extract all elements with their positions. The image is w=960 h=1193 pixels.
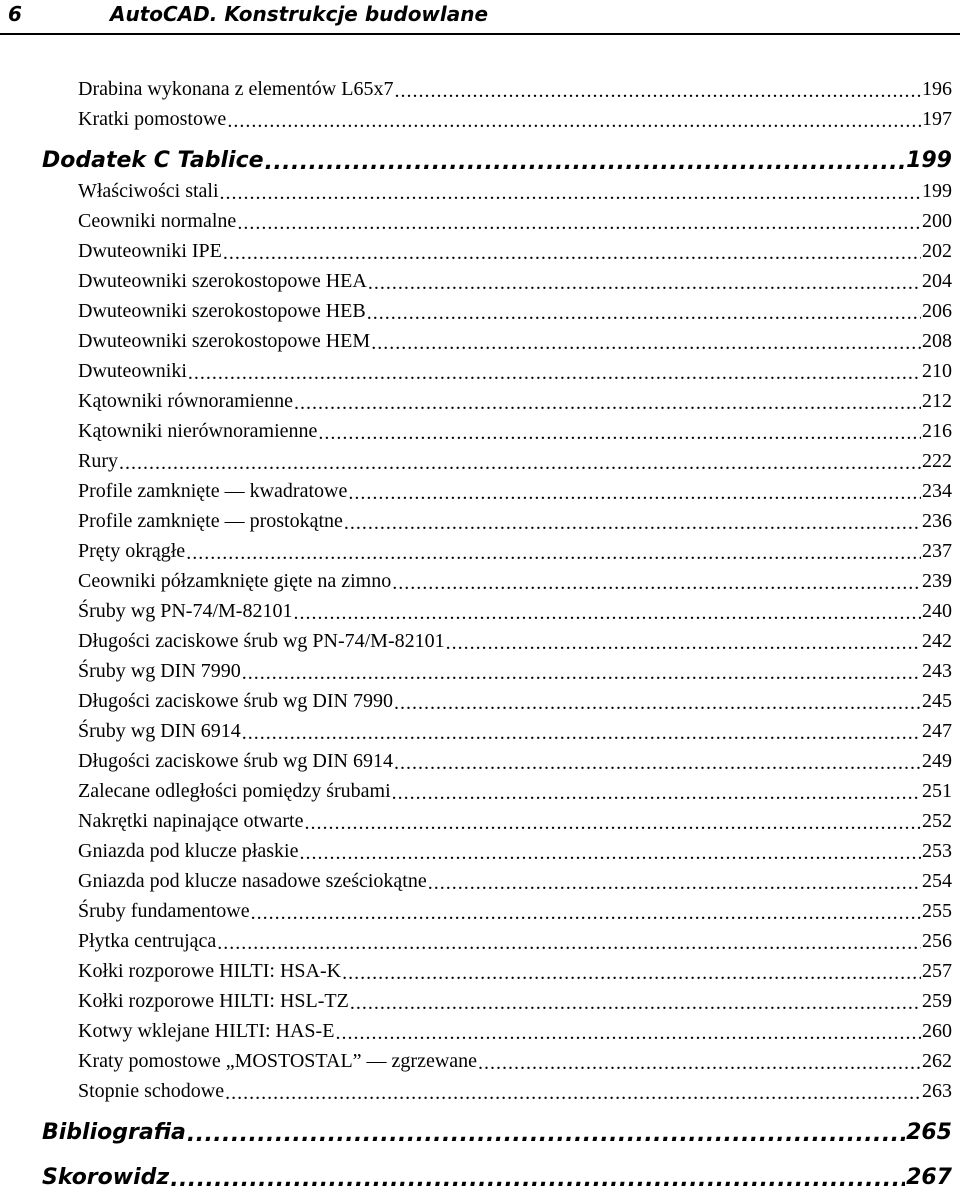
toc-title: Zalecane odległości pomiędzy śrubami xyxy=(78,780,391,802)
toc-page-number: 240 xyxy=(922,600,952,622)
toc-title: Ceowniki półzamknięte gięte na zimno xyxy=(78,570,392,592)
toc-page-number: 256 xyxy=(922,930,952,952)
toc-entry-row xyxy=(78,360,952,383)
toc-page-number: 202 xyxy=(922,240,952,262)
toc-title: Dwuteowniki szerokostopowe HEA xyxy=(78,270,367,292)
toc-page-number: 262 xyxy=(922,1050,952,1072)
toc-page-number: 243 xyxy=(922,660,952,682)
toc-title: Pręty okrągłe xyxy=(78,540,186,562)
toc-entry-row xyxy=(78,450,952,473)
toc-title: Dodatek C Tablice xyxy=(42,148,264,173)
toc-page-number: 245 xyxy=(922,690,952,712)
toc-page-number: 234 xyxy=(922,480,952,502)
toc-title: Płytka centrująca xyxy=(78,930,217,952)
toc-page-number: 210 xyxy=(922,360,952,382)
toc-title: Śruby wg DIN 7990 xyxy=(78,660,241,682)
toc-page-number: 200 xyxy=(922,210,952,232)
toc-dot-leader xyxy=(265,150,906,172)
toc-page-number: 265 xyxy=(906,1120,952,1145)
toc-entry-row xyxy=(78,960,952,983)
toc-title: Długości zaciskowe śrub wg DIN 6914 xyxy=(78,750,393,772)
toc-page-number: 249 xyxy=(922,750,952,772)
toc-page-number: 196 xyxy=(922,78,952,100)
toc-entry-row xyxy=(78,900,952,923)
toc-title: Dwuteowniki IPE xyxy=(78,240,222,262)
toc-dot-leader xyxy=(242,722,921,742)
toc-entry-row xyxy=(78,270,952,293)
toc-title: Kątowniki nierównoramienne xyxy=(78,420,318,442)
toc-dot-leader xyxy=(227,110,921,130)
toc-page-number: 247 xyxy=(922,720,952,742)
toc-dot-leader xyxy=(348,482,921,502)
toc-title: Kołki rozporowe HILTI: HSA-K xyxy=(78,960,342,982)
toc-dot-leader xyxy=(237,212,921,232)
toc-title: Dwuteowniki xyxy=(78,360,187,382)
toc-section-row xyxy=(42,1120,952,1145)
toc-dot-leader xyxy=(294,392,921,412)
toc-title: Kratki pomostowe xyxy=(78,108,227,130)
toc-title: Śruby fundamentowe xyxy=(78,900,250,922)
toc-dot-leader xyxy=(119,452,921,472)
page-number: 6 xyxy=(8,2,22,26)
toc-page-number: 222 xyxy=(922,450,952,472)
toc-title: Długości zaciskowe śrub wg PN-74/M-82101 xyxy=(78,630,445,652)
toc-dot-leader xyxy=(478,1052,921,1072)
toc-entry-row xyxy=(78,1080,952,1103)
toc-entry-row xyxy=(78,870,952,893)
toc-entry-row xyxy=(78,840,952,863)
toc-dot-leader xyxy=(368,272,921,292)
toc-dot-leader xyxy=(367,302,921,322)
toc-entry-row xyxy=(78,660,952,683)
toc-dot-leader xyxy=(342,962,921,982)
toc-page-number: 197 xyxy=(922,108,952,130)
toc-title: Skorowidz xyxy=(42,1165,170,1190)
book-title: AutoCAD. Konstrukcje budowlane xyxy=(110,2,489,26)
toc-page-number: 206 xyxy=(922,300,952,322)
toc-section-row xyxy=(42,148,952,173)
toc-dot-leader xyxy=(188,362,921,382)
toc-title: Ceowniki normalne xyxy=(78,210,237,232)
toc-entry-row xyxy=(78,990,952,1013)
toc-dot-leader xyxy=(299,842,921,862)
toc-dot-leader xyxy=(304,812,921,832)
toc-dot-leader xyxy=(318,422,921,442)
toc-page-number: 267 xyxy=(906,1165,952,1190)
toc-dot-leader xyxy=(394,752,921,772)
toc-dot-leader xyxy=(293,602,921,622)
toc-title: Profile zamknięte — kwadratowe xyxy=(78,480,348,502)
toc-entry-row xyxy=(78,720,952,743)
toc-title: Dwuteowniki szerokostopowe HEM xyxy=(78,330,371,352)
toc-dot-leader xyxy=(394,692,921,712)
toc-entry-row xyxy=(78,180,952,203)
toc-dot-leader xyxy=(186,542,921,562)
toc-entry-row xyxy=(78,210,952,233)
toc-page-number: 259 xyxy=(922,990,952,1012)
toc-title: Rury xyxy=(78,450,118,472)
toc-dot-leader xyxy=(344,512,921,532)
toc-entry-row xyxy=(78,1020,952,1043)
toc-dot-leader xyxy=(217,932,921,952)
toc-entry-row xyxy=(78,390,952,413)
toc-title: Profile zamknięte — prostokątne xyxy=(78,510,343,532)
toc-dot-leader xyxy=(251,902,921,922)
toc-title: Gniazda pod klucze nasadowe sześciokątne xyxy=(78,870,427,892)
toc-title: Stopnie schodowe xyxy=(78,1080,225,1102)
toc-title: Nakrętki napinające otwarte xyxy=(78,810,304,832)
toc-title: Dwuteowniki szerokostopowe HEB xyxy=(78,300,366,322)
toc-entry-row xyxy=(78,1050,952,1073)
toc-page-number: 254 xyxy=(922,870,952,892)
toc-entry-row xyxy=(78,690,952,713)
toc-title: Drabina wykonana z elementów L65x7 xyxy=(78,78,394,100)
toc-title: Kątowniki równoramienne xyxy=(78,390,293,412)
toc-entry-row xyxy=(78,420,952,443)
toc-title: Gniazda pod klucze płaskie xyxy=(78,840,299,862)
toc-page-number: 237 xyxy=(922,540,952,562)
toc-title: Kotwy wklejane HILTI: HAS-E xyxy=(78,1020,335,1042)
toc-page-number: 212 xyxy=(922,390,952,412)
toc-page-number: 263 xyxy=(922,1080,952,1102)
toc-page-number: 252 xyxy=(922,810,952,832)
toc-page-number: 260 xyxy=(922,1020,952,1042)
toc-entry-row xyxy=(78,600,952,623)
toc-dot-leader xyxy=(392,782,921,802)
toc-title: Bibliografia xyxy=(42,1120,186,1145)
toc-page-number: 255 xyxy=(922,900,952,922)
toc-entry-row xyxy=(78,480,952,503)
toc-dot-leader xyxy=(371,332,921,352)
toc-entry-row xyxy=(78,108,952,131)
toc-entry-row xyxy=(78,300,952,323)
toc-title: Śruby wg PN-74/M-82101 xyxy=(78,600,293,622)
toc-entry-row xyxy=(78,780,952,803)
toc-page-number: 236 xyxy=(922,510,952,532)
toc-dot-leader xyxy=(335,1022,921,1042)
toc-page-number: 253 xyxy=(922,840,952,862)
toc-entry-row xyxy=(78,930,952,953)
toc-dot-leader xyxy=(394,80,921,100)
toc-entry-row xyxy=(78,510,952,533)
toc-page-number: 208 xyxy=(922,330,952,352)
toc-page-number: 199 xyxy=(906,148,952,173)
toc-page-number: 257 xyxy=(922,960,952,982)
toc-entry-row xyxy=(78,630,952,653)
toc-entry-row xyxy=(78,570,952,593)
toc-page-number: 199 xyxy=(922,180,952,202)
toc-entry-row xyxy=(78,78,952,101)
toc-title: Śruby wg DIN 6914 xyxy=(78,720,241,742)
toc-dot-leader xyxy=(170,1167,905,1189)
toc-entry-row xyxy=(78,810,952,833)
toc-entry-row xyxy=(78,330,952,353)
toc-dot-leader xyxy=(225,1082,921,1102)
toc-dot-leader xyxy=(428,872,921,892)
toc-page-number: 242 xyxy=(922,630,952,652)
toc-page-number: 204 xyxy=(922,270,952,292)
toc-dot-leader xyxy=(242,662,921,682)
toc-dot-leader xyxy=(392,572,921,592)
toc-entry-row xyxy=(78,540,952,563)
toc-title: Długości zaciskowe śrub wg DIN 7990 xyxy=(78,690,393,712)
toc-section-row xyxy=(42,1165,952,1190)
toc-title: Właściwości stali xyxy=(78,180,219,202)
toc-page-number: 239 xyxy=(922,570,952,592)
toc-dot-leader xyxy=(350,992,921,1012)
toc-title: Kraty pomostowe „MOSTOSTAL” — zgrzewane xyxy=(78,1050,478,1072)
toc-dot-leader xyxy=(220,182,921,202)
toc-entry-row xyxy=(78,240,952,263)
toc-dot-leader xyxy=(446,632,921,652)
toc-dot-leader xyxy=(223,242,921,262)
toc-page-number: 216 xyxy=(922,420,952,442)
toc-page-number: 251 xyxy=(922,780,952,802)
toc-dot-leader xyxy=(187,1122,905,1144)
toc-entry-row xyxy=(78,750,952,773)
toc-title: Kołki rozporowe HILTI: HSL-TZ xyxy=(78,990,349,1012)
